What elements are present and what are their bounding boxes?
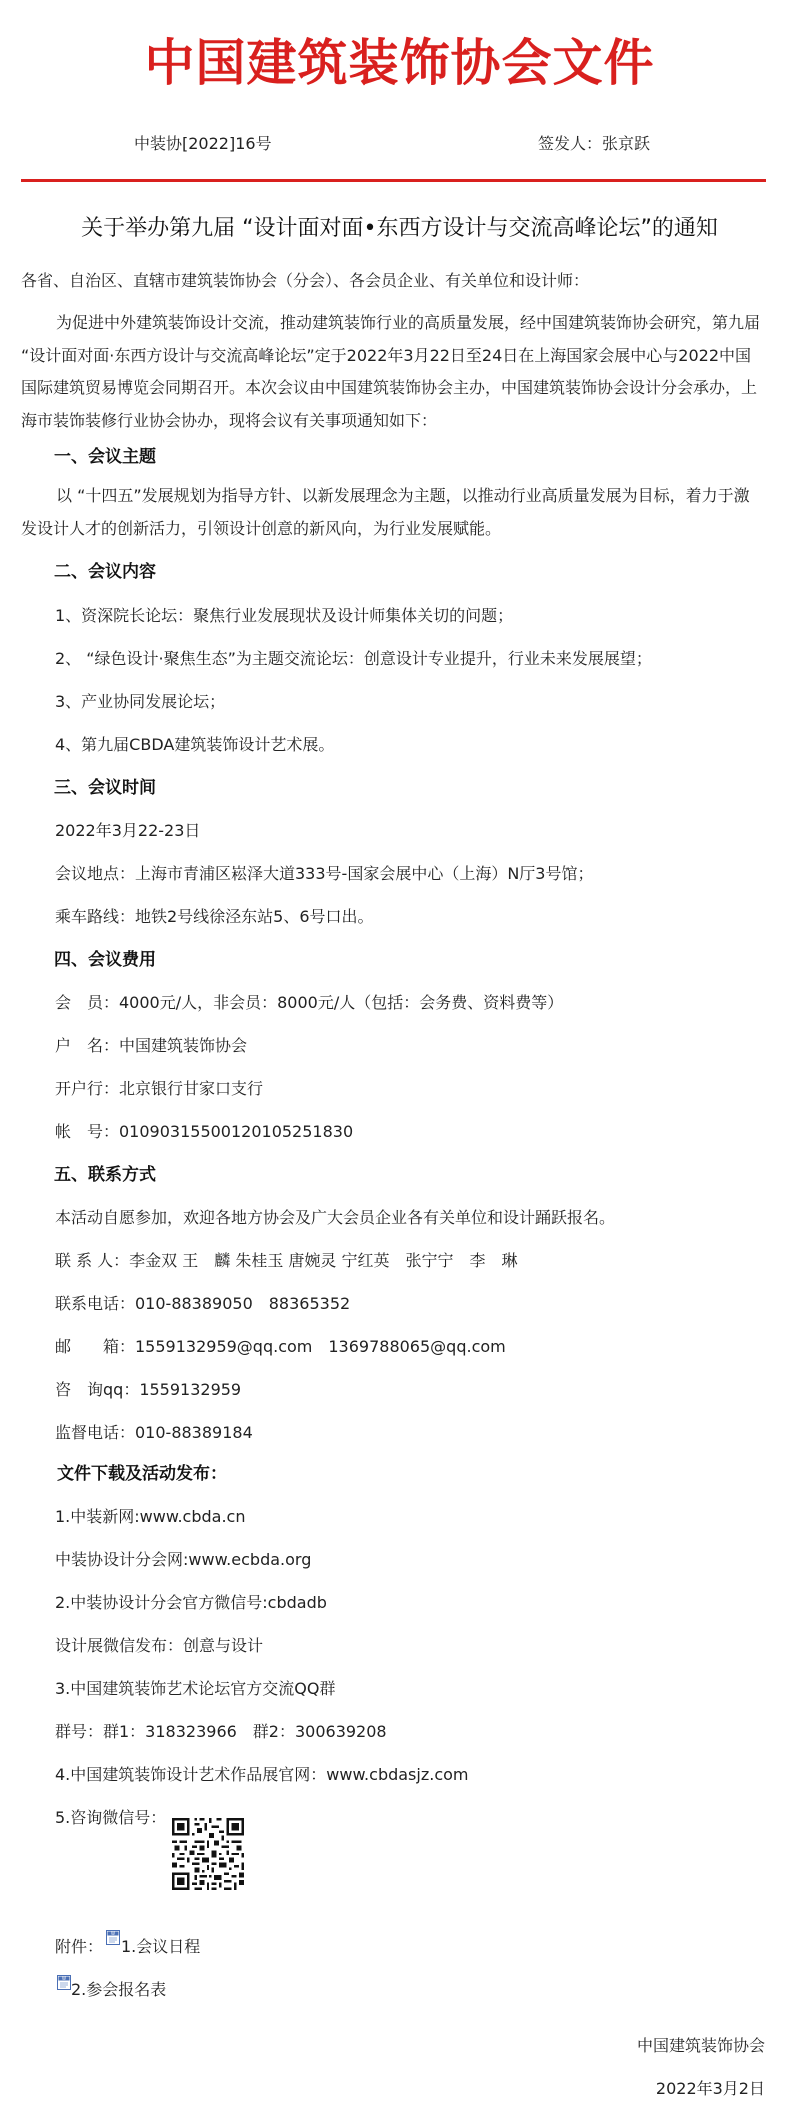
contact-item: 联系电话：010-88389050 88365352 bbox=[55, 1294, 351, 1313]
time-item: 乘车路线：地铁2号线徐泾东站5、6号口出。 bbox=[55, 907, 374, 926]
download-link[interactable]: 1.中装新网:www.cbda.cn bbox=[55, 1507, 246, 1526]
contact-email[interactable]: 邮 箱：1559132959@qq.com 1369788065@qq.com bbox=[55, 1337, 506, 1356]
attachment-link-schedule[interactable]: 1.会议日程 bbox=[121, 1937, 201, 1956]
content-item: 4、第九届CBDA建筑装饰设计艺术展。 bbox=[55, 735, 335, 754]
word-doc-icon[interactable] bbox=[57, 1975, 71, 1990]
fee-item: 帐 号：01090315500120105251830 bbox=[55, 1122, 354, 1141]
download-link[interactable]: 4.中国建筑装饰设计艺术作品展官网：www.cbdasjz.com bbox=[55, 1765, 469, 1784]
attachments-label: 附件： bbox=[55, 1937, 104, 1956]
signer: 签发人：张京跃 bbox=[538, 134, 651, 153]
notice-title: 关于举办第九届 “设计面对面•东西方设计与交流高峰论坛”的通知 bbox=[81, 216, 718, 241]
signing-date: 2022年3月2日 bbox=[655, 2079, 765, 2098]
masthead: 中国建筑装饰协会文件 bbox=[144, 33, 655, 92]
content-item: 3、产业协同发展论坛； bbox=[55, 692, 226, 711]
salutation: 各省、自治区、直辖市建筑装饰协会（分会）、各会员企业、有关单位和设计师： bbox=[21, 271, 590, 290]
section-heading-theme: 一、会议主题 bbox=[54, 447, 156, 467]
section-heading-contact: 五、联系方式 bbox=[54, 1165, 156, 1185]
wechat-qr-code-icon bbox=[172, 1818, 244, 1890]
download-item: 群号：群1：318323966 群2：300639208 bbox=[55, 1722, 387, 1741]
theme-paragraph: 以 “十四五”发展规划为指导方针、以新发展理念为主题，以推动行业高质量发展为目标，着力于激发设计人才的创新活力，引领设计创意的新风向，为行业发展赋能。 bbox=[21, 486, 750, 538]
time-item: 2022年3月22-23日 bbox=[55, 821, 201, 840]
fee-item: 会 员：4000元/人，非会员：8000元/人（包括：会务费、资料费等） bbox=[55, 993, 564, 1012]
word-doc-icon[interactable] bbox=[106, 1930, 120, 1945]
signing-organization: 中国建筑装饰协会 bbox=[636, 2036, 765, 2055]
download-item: 设计展微信发布：创意与设计 bbox=[55, 1636, 264, 1655]
contact-item: 咨 询qq：1559132959 bbox=[55, 1380, 242, 1399]
content-item: 2、 “绿色设计·聚焦生态”为主题交流论坛：创意设计专业提升，行业未来发展展望； bbox=[55, 649, 652, 668]
download-item: 2.中装协设计分会官方微信号:cbdadb bbox=[55, 1593, 327, 1612]
content-item: 1、资深院长论坛：聚焦行业发展现状及设计师集体关切的问题； bbox=[55, 606, 514, 625]
red-rule bbox=[21, 179, 766, 182]
contact-item: 联 系 人：李金双 王 麟 朱桂玉 唐婉灵 宁红英 张宁宁 李 琳 bbox=[55, 1251, 518, 1270]
svg-text:W: W bbox=[111, 1931, 115, 1936]
wechat-label: 5.咨询微信号： bbox=[55, 1808, 167, 1827]
intro-paragraph: 为促进中外建筑装饰设计交流，推动建筑装饰行业的高质量发展，经中国建筑装饰协会研究，第九届 “设计面对面·东西方设计与交流高峰论坛”定于2022年3月22日至24日在上海国家会展中心与2022中国国际建筑贸易博览会同期召开。本次会议由中国建筑装饰协会主办，中国建筑装饰协会设计分会承办，上海市装饰装修行业协会协办，现将会议有关事项通知如下： bbox=[21, 313, 761, 430]
download-link[interactable]: 中装协设计分会网:www.ecbda.org bbox=[55, 1550, 312, 1569]
section-heading-time: 三、会议时间 bbox=[54, 778, 156, 798]
svg-text:W: W bbox=[62, 1976, 66, 1981]
fee-item: 开户行：北京银行甘家口支行 bbox=[55, 1079, 264, 1098]
download-item: 3.中国建筑装饰艺术论坛官方交流QQ群 bbox=[55, 1679, 336, 1698]
contact-item: 本活动自愿参加，欢迎各地方协会及广大会员企业各有关单位和设计踊跃报名。 bbox=[55, 1208, 616, 1227]
section-heading-fee: 四、会议费用 bbox=[54, 950, 156, 970]
attachment-link-registration[interactable]: 2.参会报名表 bbox=[71, 1980, 167, 1999]
time-item: 会议地点：上海市青浦区崧泽大道333号-国家会展中心（上海）N厅3号馆； bbox=[55, 864, 594, 883]
section-heading-content: 二、会议内容 bbox=[54, 562, 156, 582]
fee-item: 户 名：中国建筑装饰协会 bbox=[55, 1036, 248, 1055]
contact-item: 监督电话：010-88389184 bbox=[55, 1423, 253, 1442]
section-heading-downloads: 文件下载及活动发布： bbox=[57, 1464, 227, 1484]
doc-number: 中装协[2022]16号 bbox=[134, 134, 272, 153]
